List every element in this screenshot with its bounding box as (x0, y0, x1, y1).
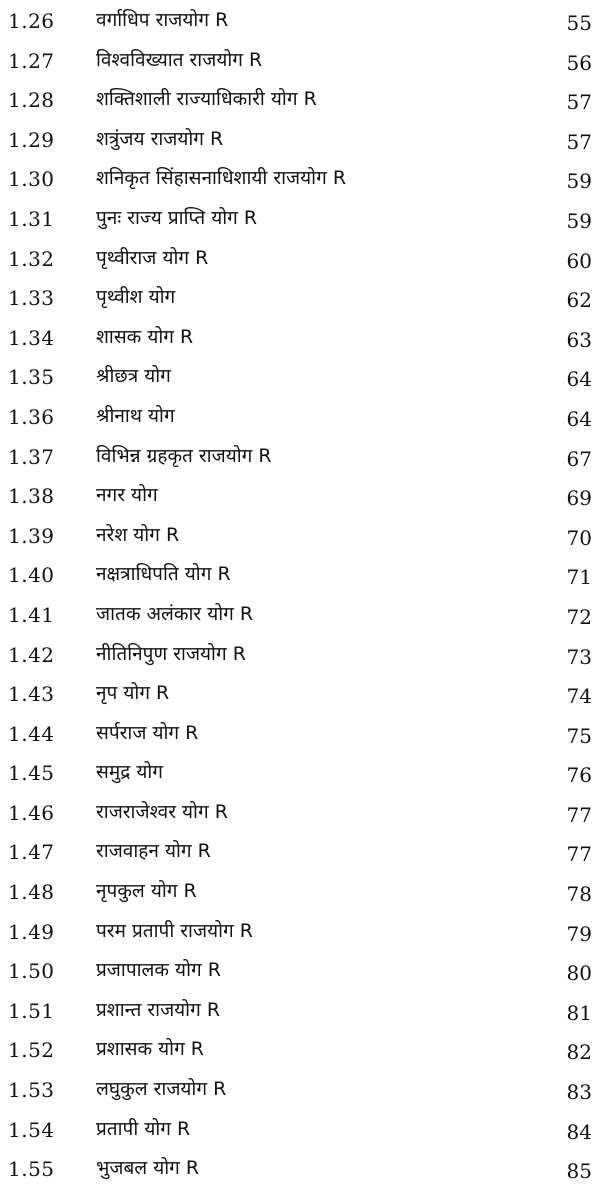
section-number: 1.36 (8, 404, 55, 429)
toc-entry (0, 202, 600, 242)
page-number: 59 (566, 208, 592, 233)
section-number: 1.26 (8, 9, 55, 33)
section-number: 1.52 (8, 1038, 55, 1063)
toc-entry (0, 994, 600, 1034)
toc-entry (0, 1152, 600, 1192)
page-number: 57 (566, 129, 592, 154)
toc-entry (0, 519, 600, 559)
section-title: पुनः राज्य प्राप्ति योग R (96, 206, 258, 229)
section-number: 1.53 (8, 1078, 55, 1103)
toc-entry (0, 717, 600, 757)
section-title: नक्षत्राधिपति योग R (96, 563, 231, 586)
section-title: शत्रुंजय राजयोग R (96, 127, 224, 150)
section-number: 1.51 (8, 998, 55, 1023)
toc-entry (0, 83, 600, 123)
section-title: राजवाहन योग R (96, 840, 211, 863)
section-number: 1.43 (8, 682, 55, 707)
page-number: 63 (566, 327, 592, 352)
toc-entry (0, 875, 600, 915)
toc-entry (0, 242, 600, 282)
section-number: 1.45 (8, 761, 55, 786)
section-number: 1.41 (8, 602, 55, 627)
page-number: 82 (566, 1040, 592, 1065)
page-number: 77 (566, 842, 592, 867)
section-number: 1.49 (8, 919, 55, 944)
toc-entry (0, 479, 600, 519)
section-title: भुजबल योग R (96, 1157, 200, 1180)
toc-entry (0, 677, 600, 717)
page-number: 56 (566, 50, 592, 75)
toc-entry (0, 558, 600, 598)
section-title: प्रशासक योग R (96, 1038, 205, 1061)
section-title: पृथ्वीश योग (96, 286, 176, 309)
section-number: 1.27 (8, 48, 55, 73)
toc-entry (0, 1073, 600, 1113)
page-number: 80 (566, 961, 592, 986)
toc-entry (0, 4, 600, 44)
section-title: प्रतापी योग R (96, 1117, 191, 1140)
toc-entry (0, 162, 600, 202)
section-number: 1.42 (8, 642, 55, 667)
toc-entry (0, 756, 600, 796)
section-title: श्रीनाथ योग (96, 404, 175, 427)
toc-entry (0, 638, 600, 678)
page-number: 57 (566, 90, 592, 115)
section-title: पृथ्वीराज योग R (96, 246, 209, 269)
section-title: नृप योग R (96, 682, 170, 705)
page-number: 78 (566, 882, 592, 907)
page-number: 83 (566, 1080, 592, 1105)
page-number: 70 (566, 525, 592, 550)
section-number: 1.35 (8, 365, 55, 390)
section-title: वर्गाधिप राजयोग R (96, 9, 229, 31)
section-title: लघुकुल राजयोग R (96, 1078, 227, 1101)
section-number: 1.34 (8, 325, 55, 350)
section-title: समुद्र योग (96, 761, 163, 784)
section-number: 1.55 (8, 1157, 55, 1182)
page-number: 71 (566, 565, 592, 590)
page-number: 84 (566, 1119, 592, 1144)
page-number: 72 (566, 604, 592, 629)
page-number: 62 (566, 288, 592, 313)
section-title: प्रजापालक योग R (96, 959, 221, 982)
page-number: 74 (566, 684, 592, 709)
page-number: 73 (566, 644, 592, 669)
section-number: 1.40 (8, 563, 55, 588)
section-title: परम प्रतापी राजयोग R (96, 919, 253, 942)
toc-entry (0, 598, 600, 638)
section-number: 1.39 (8, 523, 55, 548)
section-number: 1.37 (8, 444, 55, 469)
section-title: शासक योग R (96, 325, 194, 348)
section-title: जातक अलंकार योग R (96, 602, 254, 625)
toc-entry (0, 1113, 600, 1153)
toc-entry (0, 44, 600, 84)
section-title: नरेश योग R (96, 523, 180, 546)
page-number: 67 (566, 446, 592, 471)
section-title: विश्वविख्यात राजयोग R (96, 48, 263, 71)
section-number: 1.28 (8, 88, 55, 113)
section-title: नीतिनिपुण राजयोग R (96, 642, 246, 665)
section-number: 1.44 (8, 721, 55, 746)
page-number: 79 (566, 921, 592, 946)
toc-entry (0, 281, 600, 321)
section-number: 1.30 (8, 167, 55, 192)
section-title: प्रशान्त राजयोग R (96, 998, 221, 1021)
section-title: नृपकुल योग R (96, 880, 197, 903)
section-title: राजराजेश्वर योग R (96, 800, 228, 823)
page-number: 64 (566, 367, 592, 392)
toc-entry (0, 835, 600, 875)
section-number: 1.48 (8, 880, 55, 905)
toc-entry (0, 400, 600, 440)
section-number: 1.32 (8, 246, 55, 271)
table-of-contents (0, 4, 600, 1192)
toc-entry (0, 321, 600, 361)
toc-entry (0, 360, 600, 400)
section-number: 1.46 (8, 800, 55, 825)
section-title: नगर योग (96, 484, 158, 507)
page-number: 76 (566, 763, 592, 788)
section-number: 1.50 (8, 959, 55, 984)
page-number: 60 (566, 248, 592, 273)
toc-entry (0, 440, 600, 480)
page-number: 59 (566, 169, 592, 194)
section-title: विभिन्न ग्रहकृत राजयोग R (96, 444, 272, 467)
toc-entry (0, 954, 600, 994)
section-number: 1.33 (8, 286, 55, 311)
toc-entry (0, 123, 600, 163)
section-title: सर्पराज योग R (96, 721, 199, 744)
page-number: 81 (566, 1000, 592, 1025)
page-number: 77 (566, 802, 592, 827)
page-number: 55 (566, 11, 592, 35)
section-title: शनिकृत सिंहासनाधिशायी राजयोग R (96, 167, 347, 190)
toc-entry (0, 796, 600, 836)
section-title: शक्तिशाली राज्याधिकारी योग R (96, 88, 317, 111)
section-number: 1.29 (8, 127, 55, 152)
section-number: 1.38 (8, 484, 55, 509)
toc-entry (0, 1033, 600, 1073)
page-number: 85 (566, 1159, 592, 1184)
section-number: 1.47 (8, 840, 55, 865)
section-number: 1.31 (8, 206, 55, 231)
page-number: 69 (566, 486, 592, 511)
page-number: 75 (566, 723, 592, 748)
section-title: श्रीछत्र योग (96, 365, 171, 388)
page-number: 64 (566, 406, 592, 431)
section-number: 1.54 (8, 1117, 55, 1142)
toc-entry (0, 915, 600, 955)
